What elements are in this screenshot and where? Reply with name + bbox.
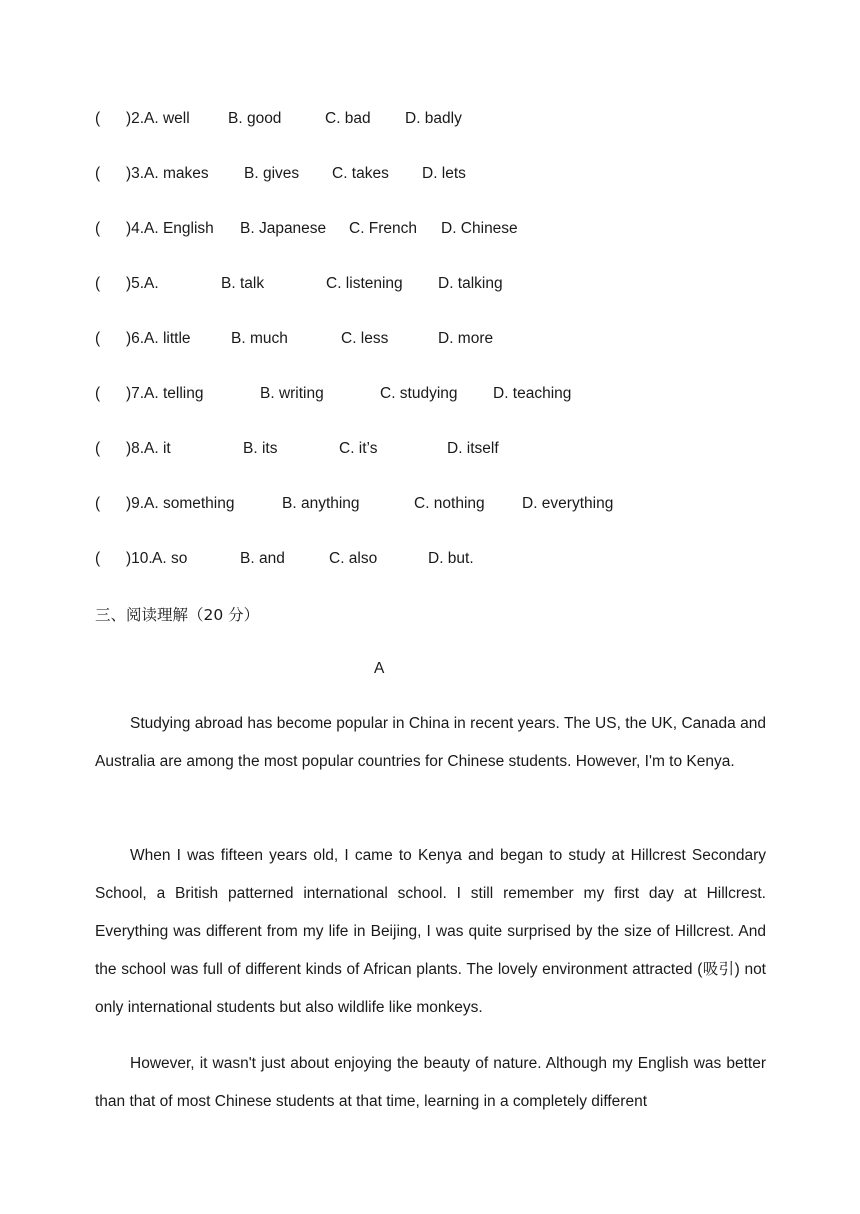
answer-paren: (: [95, 495, 101, 512]
option-b: B. talk: [221, 275, 265, 292]
question-number: )3.: [126, 165, 145, 182]
option-a: A. English: [144, 220, 214, 237]
answer-paren: (: [95, 220, 101, 237]
option-b: B. gives: [244, 165, 300, 182]
question-number: )6.: [126, 330, 145, 347]
option-b: B. writing: [260, 385, 324, 402]
passage-label: A: [374, 660, 385, 677]
option-b: B. good: [228, 110, 282, 127]
option-a: A. something: [144, 495, 235, 512]
option-c: C. listening: [326, 275, 403, 292]
answer-paren: (: [95, 550, 101, 567]
section-heading: 三、阅读理解（20 分）: [95, 606, 260, 624]
option-b: B. anything: [282, 495, 360, 512]
option-d: D. teaching: [493, 385, 572, 402]
question-number: )10.: [126, 550, 153, 567]
question-number: )7.: [126, 385, 145, 402]
option-d: D. talking: [438, 275, 503, 292]
option-c: C. also: [329, 550, 378, 567]
option-a: A. telling: [144, 385, 204, 402]
question-number: )9.: [126, 495, 145, 512]
option-d: D. badly: [405, 110, 462, 127]
option-d: D. Chinese: [441, 220, 518, 237]
question-number: )4.: [126, 220, 145, 237]
option-a: A. makes: [144, 165, 209, 182]
option-a: A. little: [144, 330, 191, 347]
option-a: A. well: [144, 110, 190, 127]
option-a: A. so: [152, 550, 188, 567]
option-d: D. everything: [522, 495, 614, 512]
option-d: D. more: [438, 330, 494, 347]
answer-paren: (: [95, 110, 101, 127]
option-d: D. lets: [422, 165, 466, 182]
option-a: A.: [144, 275, 159, 292]
option-b: B. its: [243, 440, 278, 457]
question-number: )5.: [126, 275, 145, 292]
answer-paren: (: [95, 330, 101, 347]
question-number: )8.: [126, 440, 145, 457]
option-d: D. itself: [447, 440, 499, 457]
option-b: B. much: [231, 330, 288, 347]
passage-paragraph: Studying abroad has become popular in China in recent years. The US, the UK, Canada and Australia are among the most popular countries for Chinese students. However, I'm to Kenya.: [95, 715, 766, 770]
answer-paren: (: [95, 440, 101, 457]
option-b: B. and: [240, 550, 285, 567]
question-number: )2.: [126, 110, 145, 127]
option-b: B. Japanese: [240, 220, 327, 237]
option-c: C. less: [341, 330, 389, 347]
answer-paren: (: [95, 165, 101, 182]
passage-paragraph: When I was fifteen years old, I came to Kenya and began to study at Hillcrest Secondary School, a British patterned international school. I still remember my first day at Hillcrest. Everything was different from my life in Beijing, I was quite surprised by the size of Hillcrest. And the school was full of different kinds of African plants. The lovely environment attracted (吸引) not only international students but also wildlife like monkeys.: [95, 847, 766, 1016]
option-c: C. bad: [325, 110, 371, 127]
answer-paren: (: [95, 385, 101, 402]
option-a: A. it: [144, 440, 171, 457]
option-c: C. it’s: [339, 440, 378, 457]
passage-paragraph: However, it wasn't just about enjoying the beauty of nature. Although my English was better than that of most Chinese students at that time, learning in a completely different: [95, 1055, 766, 1110]
option-c: C. takes: [332, 165, 389, 182]
option-c: C. nothing: [414, 495, 485, 512]
option-c: C. French: [349, 220, 418, 237]
option-d: D. but.: [428, 550, 474, 567]
option-c: C. studying: [380, 385, 458, 402]
answer-paren: (: [95, 275, 101, 292]
